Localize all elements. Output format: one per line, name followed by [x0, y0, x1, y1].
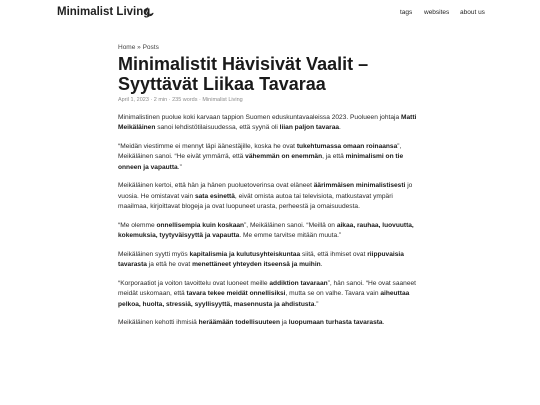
text-run: .: [382, 319, 385, 327]
text-run: ”, Meikäläinen sanoi. “He eivät ymmärrä, että: [118, 143, 402, 161]
bold-text: luopumaan turhasta tavarasta: [288, 319, 383, 327]
post-body: [118, 113, 423, 329]
post-paragraph: [118, 113, 423, 134]
bold-text: sata esinettä: [194, 192, 235, 200]
post-paragraph: [118, 181, 423, 212]
bold-text: menettäneet yhteyden itseensä ja muihin: [192, 261, 321, 269]
breadcrumb-posts-link[interactable]: Posts: [142, 44, 159, 51]
nav-link-tags[interactable]: tags: [400, 9, 413, 16]
text-run: Meikäläinen kehotti ihmisiä: [118, 319, 199, 327]
text-run: sanoi lehdistötilaisuudessa, että syynä oli: [155, 124, 280, 132]
text-run: .: [320, 261, 323, 269]
bold-text: äärimmäisen minimalistisesti: [313, 182, 406, 190]
text-run: Meikäläinen syytti myös: [118, 250, 190, 258]
text-run: Meikäläinen kertoi, että hän ja hänen puoluetoverinsa ovat eläneet: [118, 182, 314, 190]
text-run: ja että he ovat: [146, 261, 193, 269]
post-paragraph: [118, 250, 423, 271]
bold-text: aiheuttaa pelkoa, huolta, stressiä, syyllisyyttä, masennusta ja ahdistusta: [118, 290, 410, 308]
post-meta: April 1, 2023 · 2 min · 235 words · Minimalist Living: [118, 97, 243, 103]
text-run: , ja että: [322, 153, 346, 161]
breadcrumb: [118, 44, 423, 51]
text-run: .”: [314, 300, 319, 308]
text-run: .: [339, 124, 341, 132]
text-run: ”, hän sanoi. “He ovat saaneet meidät uskomaan, että: [118, 280, 416, 298]
bold-text: tukehtumassa omaan roinaansa: [296, 143, 398, 151]
bold-text: minimalismi on tie onneen ja vapautta: [118, 153, 404, 171]
bold-text: liian paljon tavaraa: [279, 124, 340, 132]
text-run: “Meidän viestimme ei mennyt läpi äänestäjille, koska he ovat: [118, 143, 297, 151]
text-run: . Me emme tarvitse mitään muuta.”: [239, 232, 342, 240]
bold-text: tavara tekee meidät onnellisiksi: [186, 290, 286, 298]
site-header: [0, 0, 540, 28]
site-logo[interactable]: Minimalist Living: [57, 6, 151, 18]
post-paragraph: [118, 318, 423, 328]
bold-text: riippuvaisia tavarasta: [118, 250, 404, 269]
text-run: .”: [177, 163, 182, 171]
post-title: Minimalistit Hävisivät Vaalit – Syyttävät Liikaa Tavaraa: [118, 54, 369, 94]
text-run: siitä, että ihmiset ovat: [300, 250, 368, 258]
text-run: jo vuosia. He omistavat vain: [118, 182, 413, 200]
text-run: “Korporaatiot ja voiton tavoittelu ovat luoneet meille: [118, 280, 270, 288]
bold-text: heräämään todellisuuteen: [198, 319, 280, 327]
nav-link-about-us[interactable]: about us: [460, 9, 485, 16]
bold-text: vähemmän on enemmän: [245, 153, 323, 161]
text-run: ja: [280, 319, 289, 327]
post-paragraph: [118, 279, 423, 310]
nav-link-websites[interactable]: websites: [424, 9, 450, 16]
text-run: , eivät omista autoa tai televisiota, matkustavat ympäri maailmaa, kirjoittavat blogeja ja ovat luopuneet urasta, perheestä ja omaisuudesta.: [118, 192, 393, 211]
text-run: “Me olemme: [118, 221, 157, 229]
breadcrumb-separator: »: [135, 44, 143, 51]
breadcrumb-home-link[interactable]: Home: [118, 44, 136, 51]
post-content: [118, 44, 423, 337]
text-run: , mutta se on valhe. Tavara vain: [285, 290, 381, 298]
moon-icon[interactable]: [143, 6, 155, 18]
bold-text: aikaa, rauhaa, luovuutta, kokemuksia, tyytyväisyyttä ja vapautta: [118, 221, 414, 240]
post-paragraph: [118, 221, 423, 242]
text-run: ”, Meikäläinen sanoi. “Meillä on: [244, 221, 337, 229]
bold-text: Matti Meikäläinen: [118, 114, 417, 132]
bold-text: onnellisempia kuin koskaan: [156, 221, 245, 229]
post-paragraph: [118, 142, 423, 173]
text-run: Minimalistinen puolue koki karvaan tappion Suomen eduskuntavaaleissa 2023. Puolueen johtaja: [118, 114, 401, 121]
bold-text: kapitalismia ja kulutusyhteiskuntaa: [189, 250, 301, 258]
bold-text: addiktion tavaraan: [269, 280, 328, 288]
